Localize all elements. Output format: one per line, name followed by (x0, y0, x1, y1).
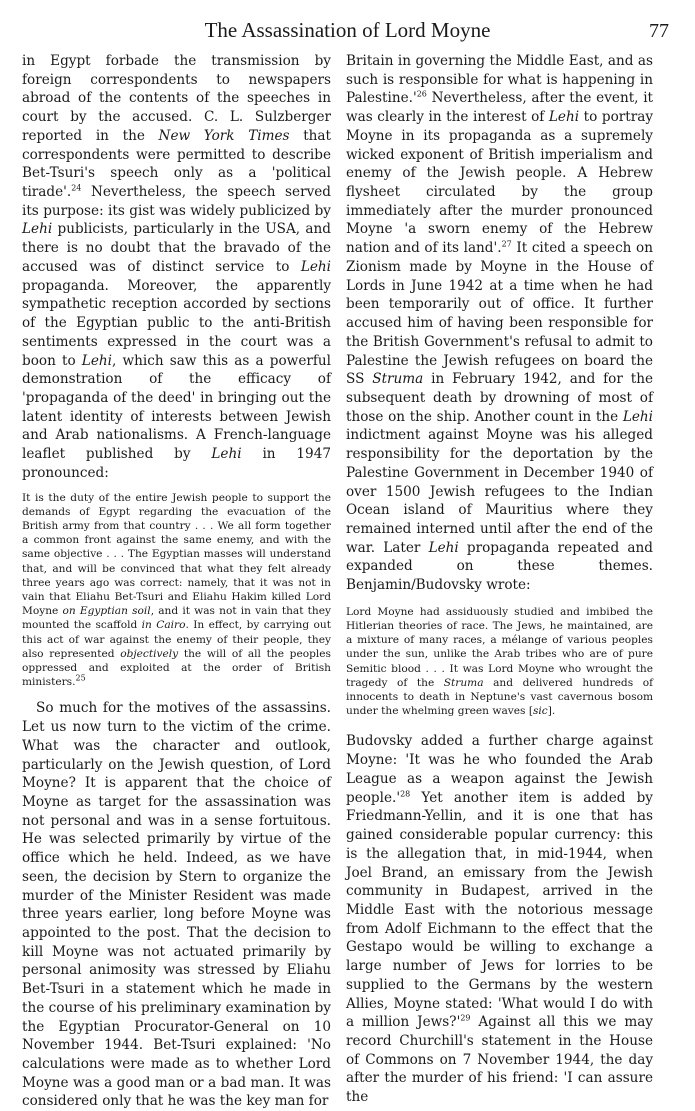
footnote-ref-24: 24 (71, 183, 82, 193)
footnote-ref-26: 26 (416, 89, 427, 99)
block-quote-lehi-leaflet: It is the duty of the entire Jewish people to support the demands of Egypt regarding the evacuation of the British army from that country . . . We all form together a common front against the same enemy, and with the same objective . . . The Egyptian masses will understand that, and will be convinced that what they felt already three years ago was correct: namely, that it was not in vain that Eliahu Bet-Tsuri and Eliahu Hakim killed Lord Moyne on Egyptian soil, and it was not in vain that they mounted the scaffold in Cairo. In effect, by carrying out this act of war against the enemy of their people, they also represented objectively the will of all the peoples oppressed and exploited at the order of British ministers.$^{25}$ (22, 491, 331, 689)
paragraph-arab-league: Budovsky added a further charge against Moyne: 'It was he who founded the Arab League as a weapon against the Jewish $people.'^{28}$ Yet another item is added by Friedmann-Yellin, and it is one that has gained considerable popular currency: this is the allegation that, in mid-1944, when Joel Brand, an emissary from the Jewish community in Budapest, arrived in the Middle East with the notorious message from Adolf Eichmann to the effect that the Gestapo would be willing to exchange a large number of Jews for lorries to be supplied to the Germans by the western Allies, Moyne stated: 'What would I do with a million $Jews?'^{29}$ Against all this we may record Churchill's statement in the House of Commons on 7 November 1944, the day after the murder of his friend: 'I can assure the (346, 733, 653, 1106)
running-head (0, 18, 695, 44)
page-number: 77 (649, 20, 669, 42)
paragraph-victim: So much for the motives of the assassins. Let us now turn to the victim of the crime. What was the character and outlook, particularly on the Jewish question, of Lord Moyne? It is apparent that the choice of Moyne as target for the assassination was not personal and was in a sense fortuitous. He was selected primarily by virtue of the office which he held. Indeed, as we have seen, the decision by Stern to organize the murder of the Minister Resident was made three years earlier, long before Moyne was appointed to the post. That the decision to kill Moyne was not actuated primarily by personal animosity was stressed by Eliahu Bet-Tsuri in a statement which he made in the course of his preliminary examination by the Egyptian Procurator-General on 10 November 1944. Bet-Tsuri explained: 'No calculations were made as to whether Lord Moyne was a good man or a bad man. It was considered only that he was the key man for (22, 700, 331, 1110)
right-column (346, 52, 653, 1107)
footnote-ref-27: 27 (501, 239, 512, 249)
block-quote-budovsky: Lord Moyne had assiduously studied and imbibed the Hitlerian theories of race. The Jews, he maintained, are a mixture of many races, a mélange of various peoples under the sun, unlike the Arab tribes who are of pure Semitic blood . . . It was Lord Moyne who wrought the tragedy of the Struma and delivered hundreds of innocents to death in Neptune's vast cavernous bosom under the whelming green waves [sic]. (346, 605, 653, 718)
left-column (22, 52, 331, 1111)
running-title: The Assassination of Lord Moyne (204, 18, 491, 42)
footnote-ref-25: 25 (75, 673, 86, 683)
footnote-ref-29: 29 (460, 1013, 471, 1023)
paragraph-press-ban: in Egypt forbade the transmission by foreign correspondents to newspapers abroad of the contents of the speeches in court by the accused. C. L. Sulzberger reported in the New York Times that correspondents were permitted to describe Bet-Tsuri's speech only as a 'political tirade'.$^{24}$ Nevertheless, the speech served its purpose: its gist was widely publicized by Lehi publicists, particularly in the USA, and there is no doubt that the bravado of the accused was of distinct service to Lehi propaganda. Moreover, the apparently sympathetic reception accorded by sections of the Egyptian public to the anti-British sentiments expressed in the court was a boon to Lehi, which saw this as a powerful demonstration of the efficacy of 'propaganda of the deed' in bringing out the latent identity of interests between Jewish and Arab nationalisms. A French-language leaflet published by Lehi in 1947 pronounced: (22, 53, 332, 481)
paragraph-propaganda: Britain in governing the Middle East, and as such is responsible for what is happening in $Palestine.'^{26}$ Nevertheless, after the event, it was clearly in the interest of Lehi to portray Moyne in its propaganda as a supremely wicked exponent of British imperialism and enemy of the Jewish people. A Hebrew flysheet circulated by the group immediately after the murder pronounced Moyne 'a sworn enemy of the Hebrew nation and of its land'.$^{27}$ It cited a speech on Zionism made by Moyne in the House of Lords in June 1942 at a time when he had been temporarily out of office. It further accused him of having been responsible for the British Government's refusal to admit to Palestine the Jewish refugees on board the SS Struma in February 1942, and for the subsequent death by drowning of most of those on the ship. Another count in the Lehi indictment against Moyne was his alleged responsibility for the deportation by the Palestine Government in December 1940 of over 1500 Jewish refugees to the Indian Ocean island of Mauritius where they remained interned until after the end of the war. Later Lehi propaganda repeated and expanded on these themes. Benjamin/Budovsky wrote: (346, 53, 653, 594)
footnote-ref-28: 28 (400, 789, 411, 799)
